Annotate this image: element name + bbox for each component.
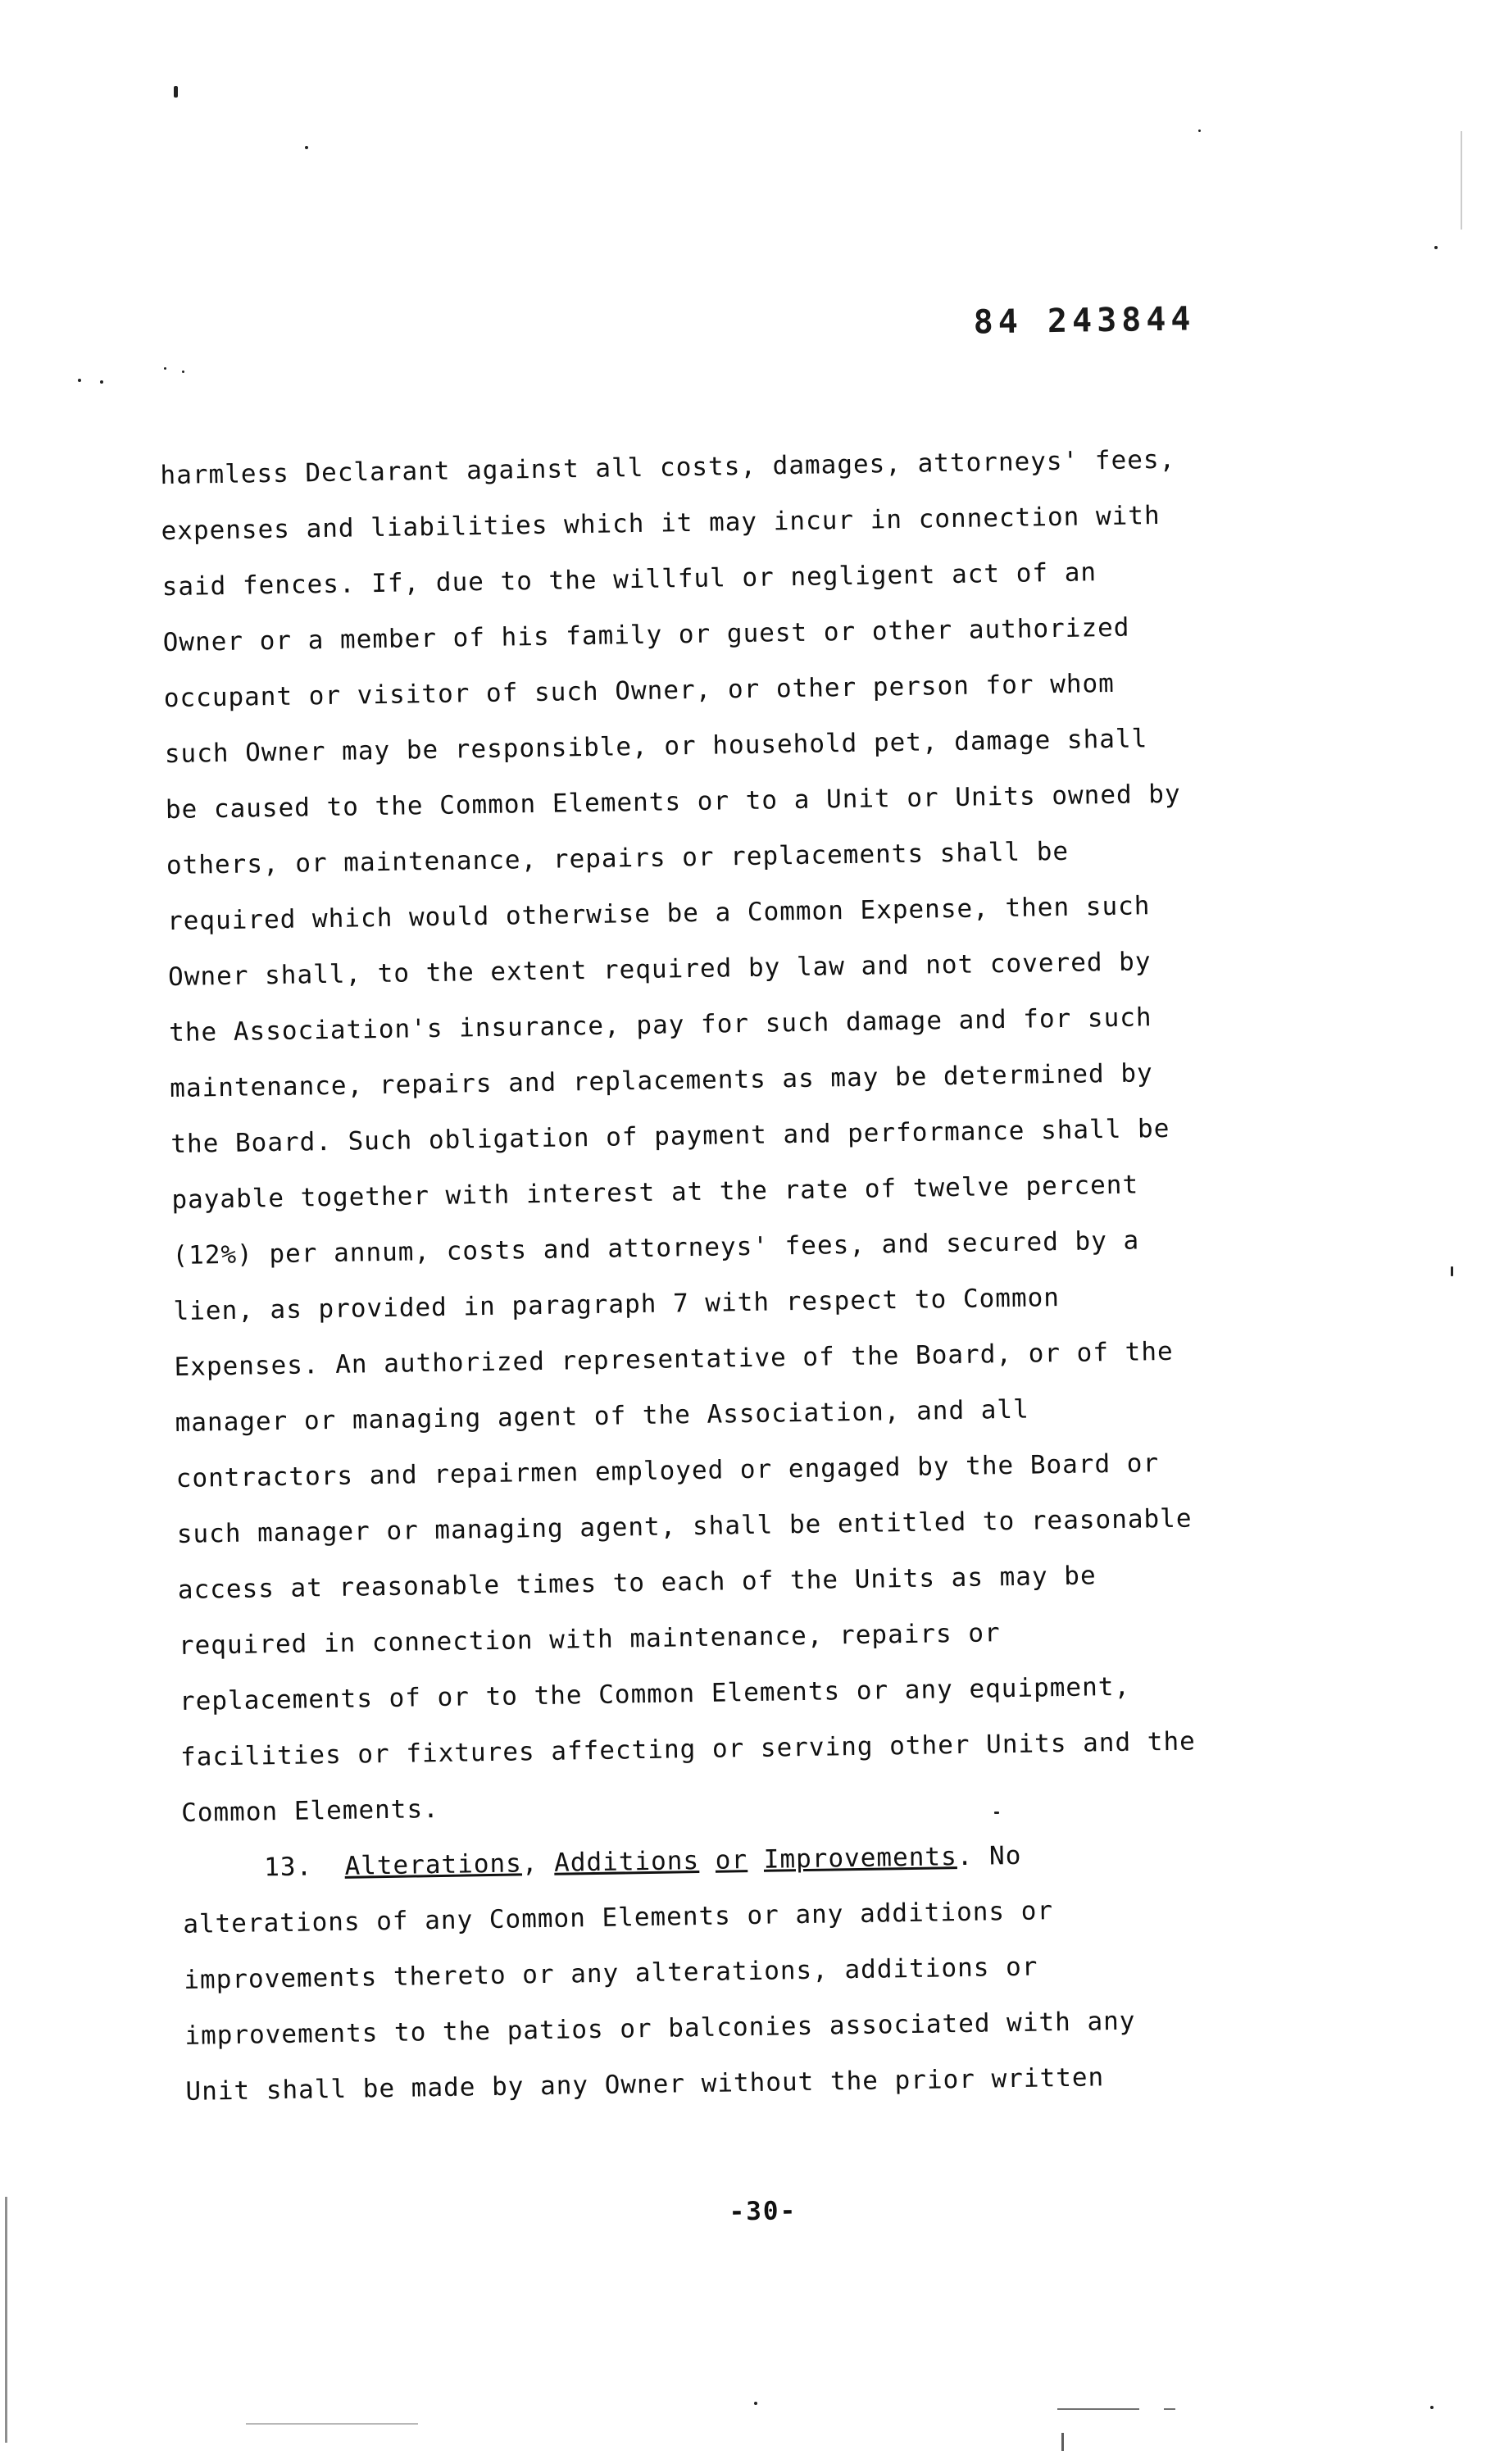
text-line: (12%) per annum, costs and attorneys' fees, and secured by a bbox=[172, 1225, 1140, 1271]
scan-edge-mark bbox=[246, 2423, 418, 2425]
scan-speck bbox=[305, 146, 308, 149]
text-line: Common Elements. bbox=[180, 1793, 440, 1828]
text-line: replacements of or to the Common Elements or any equipment, bbox=[179, 1671, 1131, 1716]
text-line: the Board. Such obligation of payment and performance shall be bbox=[170, 1113, 1170, 1160]
section-number: 13. bbox=[263, 1852, 313, 1883]
page-number: -30- bbox=[729, 2196, 797, 2227]
text-line: lien, as provided in paragraph 7 with respect to Common bbox=[173, 1283, 1061, 1327]
text-line: Expenses. An authorized representative of the Board, or of the bbox=[174, 1336, 1174, 1383]
text-line: such Owner may be responsible, or household pet, damage shall bbox=[164, 724, 1148, 770]
text-line: the Association's insurance, pay for such damage and for such bbox=[168, 1002, 1152, 1048]
section-heading-tail: . No bbox=[957, 1840, 1022, 1872]
scan-speck bbox=[182, 371, 184, 373]
text-line: contractors and repairmen employed or engaged by the Board or bbox=[175, 1448, 1160, 1493]
text-line: Owner shall, to the extent required by law and not covered by bbox=[167, 947, 1152, 993]
heading-separator: , bbox=[521, 1848, 555, 1879]
scan-speck bbox=[1430, 2406, 1434, 2409]
scan-speck bbox=[1451, 1266, 1453, 1276]
scan-edge-mark bbox=[1061, 2433, 1064, 2451]
text-line: improvements to the patios or balconies associated with any bbox=[184, 2006, 1136, 2051]
text-line: facilities or fixtures affecting or serving other Units and the bbox=[179, 1726, 1197, 1772]
text-line: alterations of any Common Elements or any additions or bbox=[183, 1896, 1054, 1939]
scan-edge-mark bbox=[1461, 131, 1462, 230]
text-line: required in connection with maintenance, repairs or bbox=[178, 1618, 1001, 1661]
section-heading-improvements: Improvements bbox=[763, 1842, 957, 1875]
scan-edge-mark bbox=[1164, 2408, 1175, 2410]
heading-separator bbox=[699, 1846, 716, 1875]
text-line: improvements thereto or any alterations, additions or bbox=[184, 1952, 1038, 1995]
scan-speck bbox=[754, 2402, 757, 2405]
scan-speck bbox=[174, 86, 178, 98]
scan-speck bbox=[164, 367, 166, 370]
section-heading-alterations: Alterations bbox=[344, 1848, 523, 1881]
scan-speck bbox=[1434, 246, 1438, 249]
scan-speck bbox=[100, 380, 103, 384]
scan-speck bbox=[994, 1812, 999, 1814]
text-line: access at reasonable times to each of the Units as may be bbox=[177, 1561, 1097, 1605]
text-line: Owner or a member of his family or guest or other authorized bbox=[162, 612, 1130, 658]
scan-edge-mark bbox=[5, 2197, 7, 2443]
text-line: such manager or managing agent, shall be entitled to reasonable bbox=[176, 1503, 1193, 1549]
text-line: harmless Declarant against all costs, damages, attorneys' fees, bbox=[160, 444, 1176, 491]
text-line: payable together with interest at the rate of twelve percent bbox=[171, 1170, 1139, 1216]
document-number: 84 243844 bbox=[973, 300, 1196, 342]
text-line: Unit shall be made by any Owner without the prior written bbox=[185, 2062, 1105, 2107]
text-line: maintenance, repairs and replacements as may be determined by bbox=[169, 1058, 1153, 1104]
section-heading-or: or bbox=[715, 1845, 748, 1875]
text-line: said fences. If, due to the willful or negligent act of an bbox=[161, 557, 1097, 602]
heading-separator bbox=[748, 1845, 764, 1875]
text-line: manager or managing agent of the Association, and all bbox=[175, 1394, 1030, 1438]
text-line: occupant or visitor of such Owner, or other person for whom bbox=[163, 668, 1116, 714]
body-text bbox=[160, 429, 1375, 2120]
section-heading-additions: Additions bbox=[553, 1846, 700, 1878]
text-line: be caused to the Common Elements or to a Unit or Units owned by bbox=[165, 779, 1181, 825]
scan-speck bbox=[1198, 130, 1201, 132]
scan-speck bbox=[78, 379, 81, 382]
text-line: others, or maintenance, repairs or replacements shall be bbox=[166, 836, 1070, 881]
text-line: required which would otherwise be a Common Expense, then such bbox=[166, 891, 1151, 937]
scan-edge-mark bbox=[1057, 2408, 1139, 2410]
text-line: expenses and liabilities which it may incur in connection with bbox=[161, 500, 1161, 547]
